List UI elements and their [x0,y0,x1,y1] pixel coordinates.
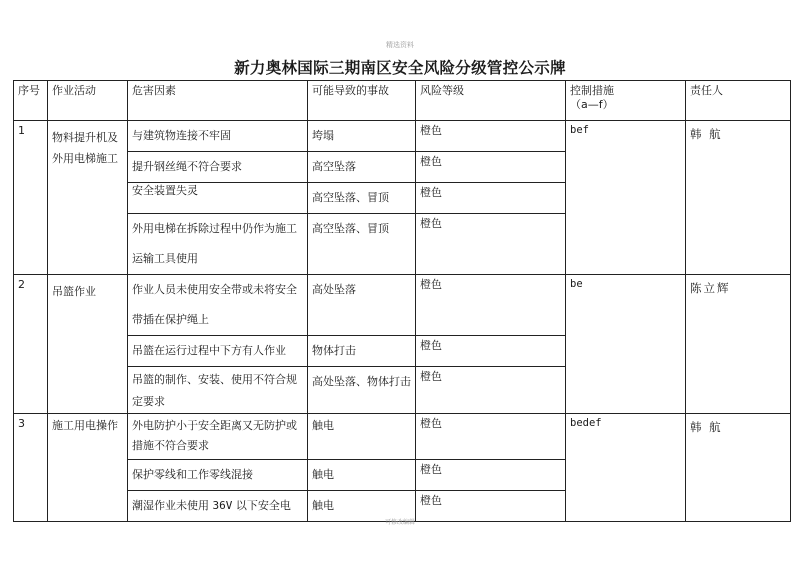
accident-cell: 高空坠落 [308,152,416,183]
accident-cell: 高空坠落、冒顶 [308,214,416,275]
hazard-text-end: 以下安全电 [232,499,291,512]
hazard-voltage: 36V [212,499,233,512]
header-control-label: 控制措施 [570,84,614,97]
header-accident: 可能导致的事故 [308,81,416,121]
responsible-person-cell: 陈立辉 [686,275,791,414]
accident-cell: 高处坠落 [308,275,416,336]
group-activity: 施工用电操作 [48,414,128,522]
hazard-cell: 提升钢丝绳不符合要求 [128,152,308,183]
accident-cell: 触电 [308,491,416,522]
hazard-cell: 外用电梯在拆除过程中仍作为施工运输工具使用 [128,214,308,275]
header-control-sub: （a—f） [570,97,614,111]
risk-level-cell: 橙色 [416,214,566,275]
hazard-cell: 吊篮的制作、安装、使用不符合规定要求 [128,367,308,414]
hazard-cell: 安全装置失灵 [128,183,308,214]
risk-level-cell: 橙色 [416,367,566,414]
risk-level-cell: 橙色 [416,491,566,522]
accident-cell: 触电 [308,414,416,460]
accident-cell: 垮塌 [308,121,416,152]
accident-cell: 物体打击 [308,336,416,367]
header-person: 责任人 [686,81,791,121]
hazard-cell: 与建筑物连接不牢固 [128,121,308,152]
table-row [14,414,791,460]
responsible-person-cell: 韩 航 [686,414,791,522]
risk-level-cell: 橙色 [416,275,566,336]
control-measures-cell: bedef [566,414,686,522]
table-row [14,121,791,152]
hazard-cell: 吊篮在运行过程中下方有人作业 [128,336,308,367]
risk-level-cell: 橙色 [416,414,566,460]
group-number: 1 [14,121,48,275]
risk-level-cell: 橙色 [416,152,566,183]
risk-level-cell: 橙色 [416,183,566,214]
page-title: 新力奥林国际三期南区安全风险分级管控公示牌 [234,58,566,77]
risk-level-cell: 橙色 [416,121,566,152]
hazard-cell: 外电防护小于安全距离又无防护或措施不符合要求 [128,414,308,460]
group-activity: 吊篮作业 [48,275,128,414]
responsible-person-cell: 韩 航 [686,121,791,275]
header-row [14,81,791,121]
accident-cell: 高空坠落、冒顶 [308,183,416,214]
hazard-text-start: 潮湿作业未使用 [132,499,213,512]
group-activity: 物料提升机及外用电梯施工 [48,121,128,275]
header-hazard: 危害因素 [128,81,308,121]
header-level: 风险等级 [416,81,566,121]
risk-level-cell: 橙色 [416,336,566,367]
page-footer-note: 可修改编辑 [384,519,415,526]
header-activity: 作业活动 [48,81,128,121]
header-control [566,81,686,121]
table-row [14,275,791,336]
header-no: 序号 [14,81,48,121]
risk-control-table [13,80,791,522]
hazard-cell: 作业人员未使用安全带或未将安全带插在保护绳上 [128,275,308,336]
page-header-note: 精选资料 [386,41,414,49]
control-measures-cell: bef [566,121,686,275]
accident-cell: 触电 [308,460,416,491]
control-measures-cell: be [566,275,686,414]
risk-level-cell: 橙色 [416,460,566,491]
group-number: 2 [14,275,48,414]
group-number: 3 [14,414,48,522]
accident-cell: 高处坠落、物体打击 [308,367,416,414]
hazard-cell: 保护零线和工作零线混接 [128,460,308,491]
